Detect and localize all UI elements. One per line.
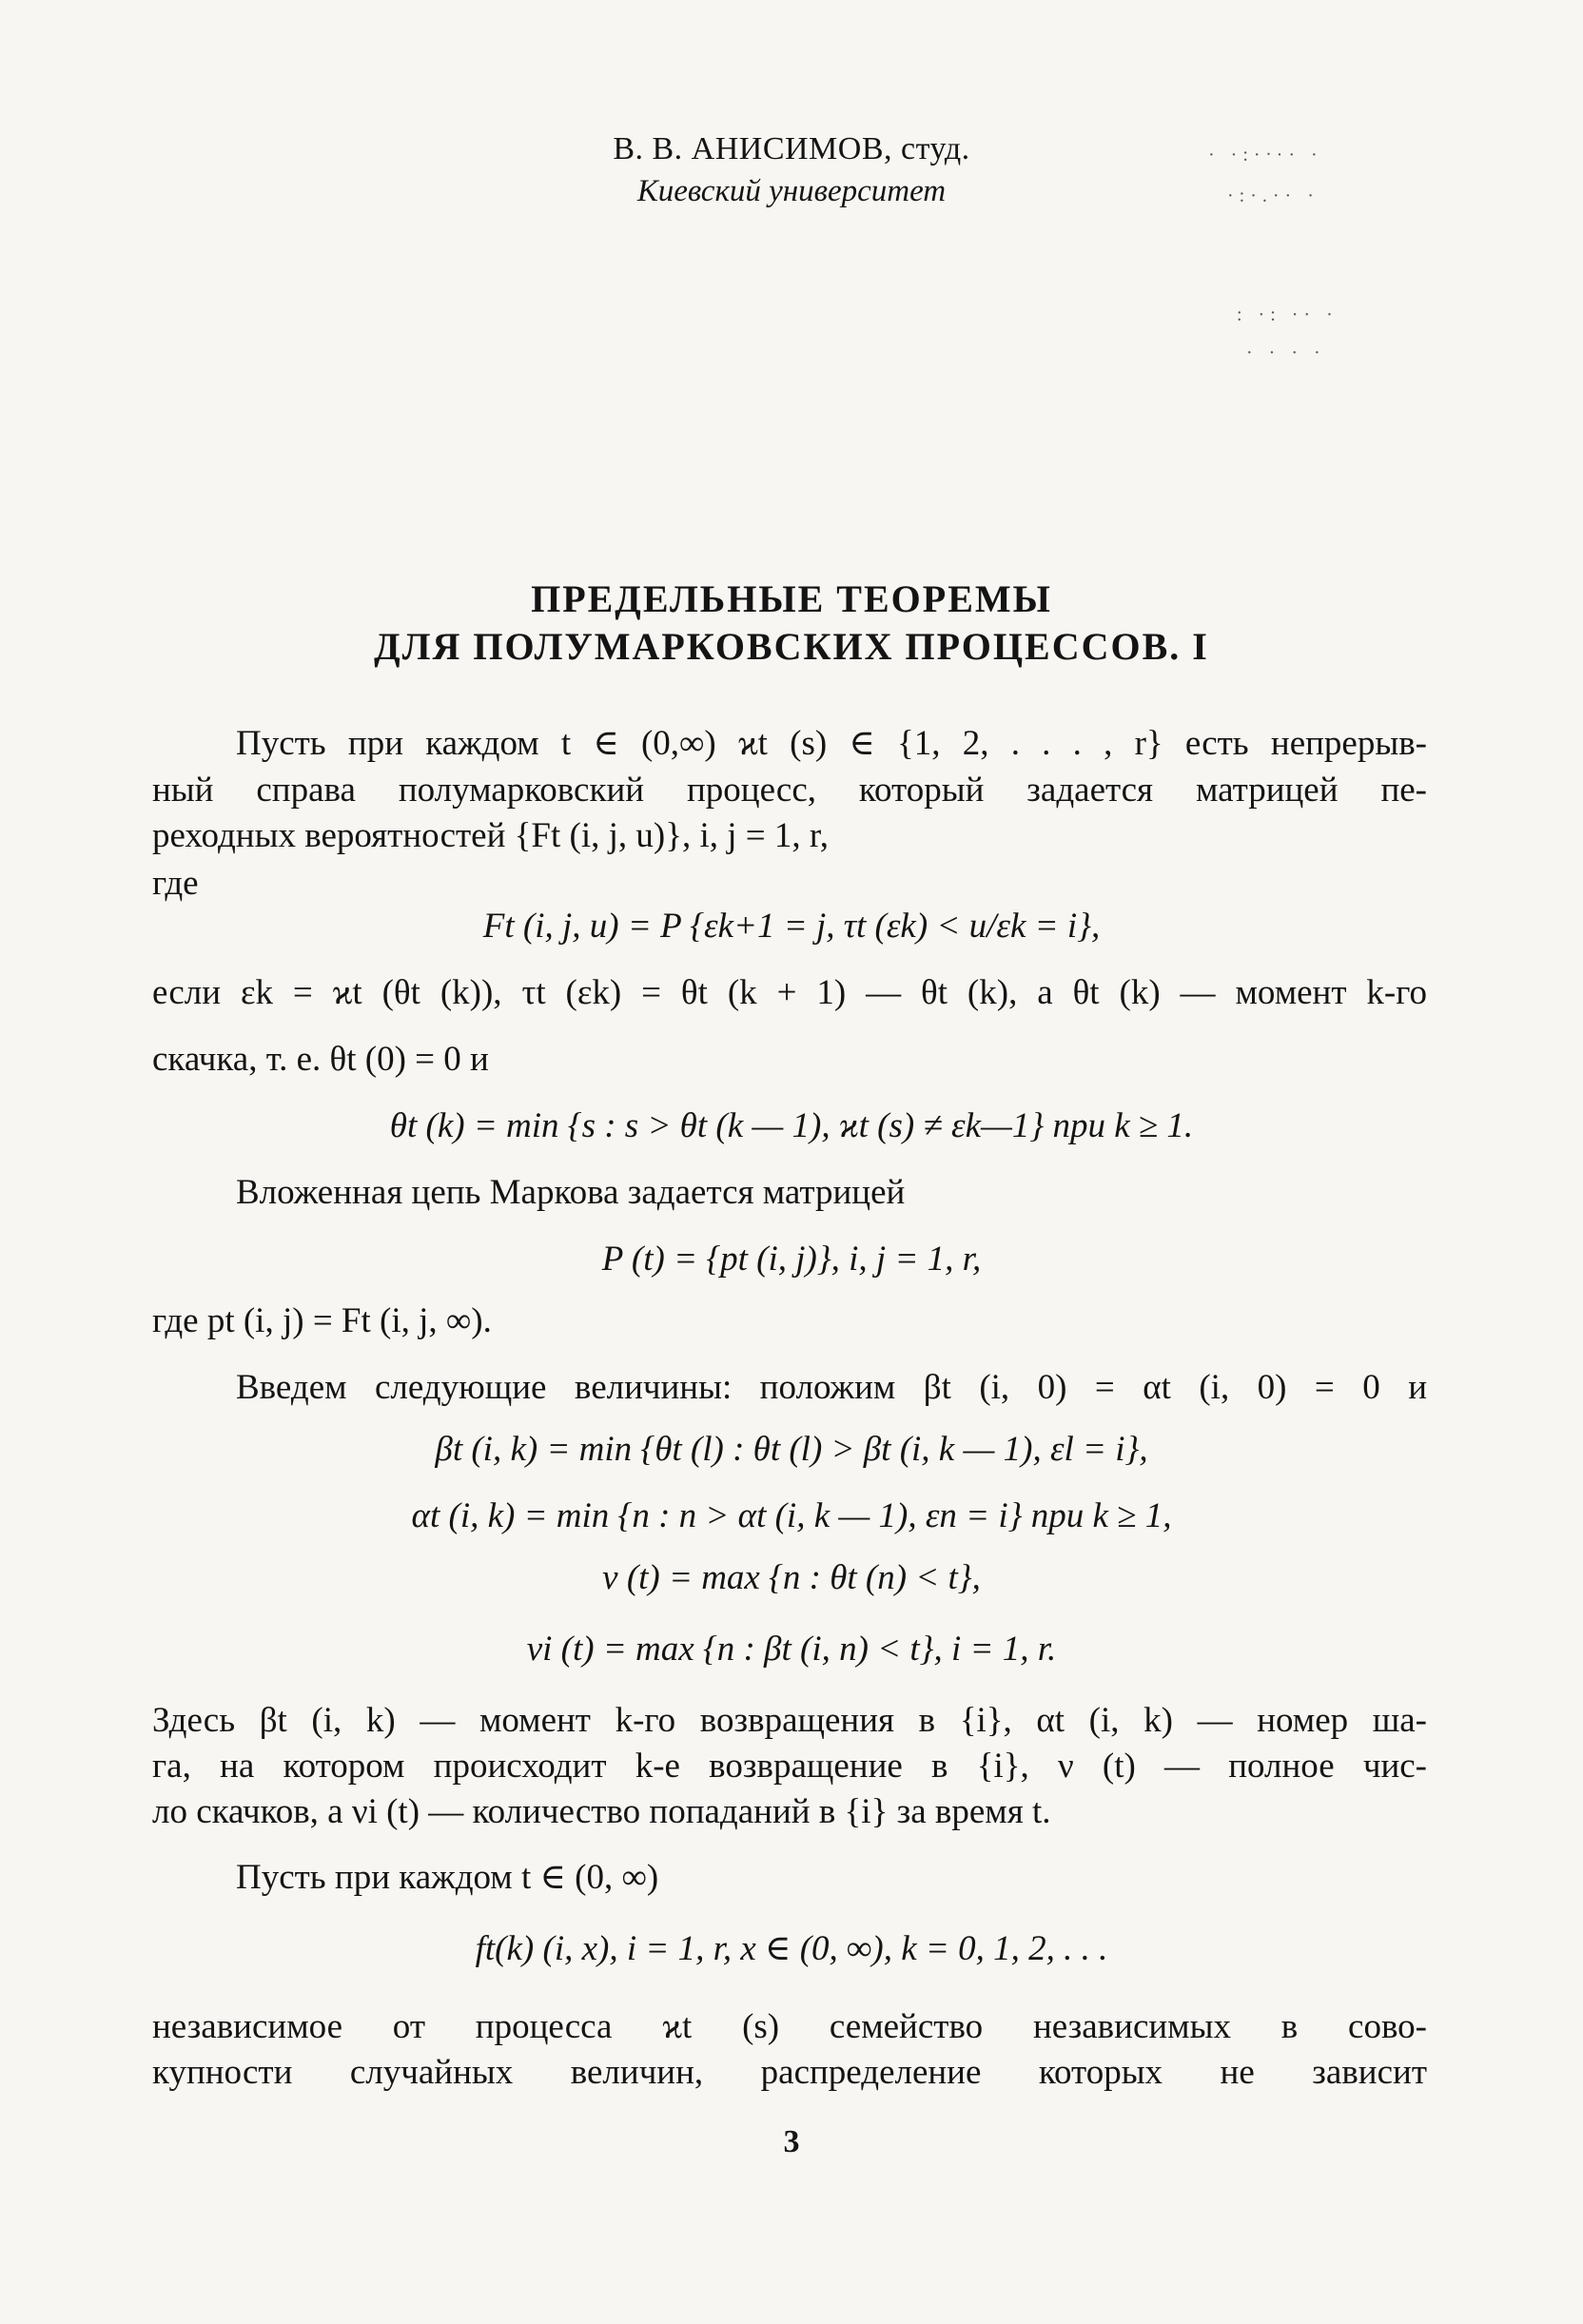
formula: ft(k) (i, x), i = 1, r, x ∈ (0, ∞), k = 0, 1, 2, . . . (475, 1929, 1108, 1968)
paragraph-line: Пусть при каждом t ∈ (0, ∞) (236, 1858, 659, 1897)
formula: Ft (i, j, u) = P {εk+1 = j, τt (εk) < u/εk = i}, (482, 907, 1101, 946)
formula: θt (k) = min {s : s > θt (k — 1), ϰt (s) ≠ εk—1} при k ≥ 1. (389, 1106, 1194, 1145)
author-affiliation: Киевский университет (636, 174, 947, 208)
formula: βt (i, k) = min {θt (l) : θt (l) > βt (i, k — 1), εl = i}, (435, 1430, 1148, 1469)
scan-noise: · ·:·ᐧ·· · (1208, 145, 1323, 166)
paragraph-line: га, на котором происходит k-е возвращение в {i}, ν (t) — полное чис- (152, 1747, 1427, 1786)
paper-title-line-2: ДЛЯ ПОЛУМАРКОВСКИХ ПРОЦЕССОВ. I (374, 625, 1209, 668)
paragraph-line: где pt (i, j) = Ft (i, j, ∞). (152, 1301, 492, 1340)
scan-noise: ·:·.·· · (1227, 186, 1319, 206)
paragraph-line: купности случайных величин, распределение которых не зависит (152, 2053, 1427, 2092)
paragraph-line: реходных вероятностей {Ft (i, j, u)}, i, j = 1, r, (152, 816, 829, 855)
page-number: 3 (783, 2124, 800, 2159)
paragraph-line: Вложенная цепь Маркова задается матрицей (236, 1173, 906, 1212)
author-name: В. В. АНИСИМОВ, студ. (613, 131, 970, 166)
paragraph-line: Здесь βt (i, k) — момент k-го возвращения в {i}, αt (i, k) — номер ша- (152, 1701, 1427, 1740)
scan-noise: · · · · (1246, 342, 1326, 363)
formula: P (t) = {pt (i, j)}, i, j = 1, r, (601, 1240, 982, 1279)
formula: ν (t) = max {n : θt (n) < t}, (602, 1558, 981, 1597)
paragraph-line: независимое от процесса ϰt (s) семейство независимых в сово- (152, 2007, 1427, 2046)
paragraph-line: Пусть при каждом t ∈ (0,∞) ϰt (s) ∈ {1, 2, . . . , r} есть непрерыв- (236, 724, 1427, 763)
paragraph-line: скачка, т. е. θt (0) = 0 и (152, 1040, 489, 1079)
paragraph-line: ный справа полумарковский процесс, который задается матрицей пе- (152, 771, 1427, 810)
paragraph-line: ло скачков, а νi (t) — количество попаданий в {i} за время t. (152, 1792, 1051, 1831)
formula: αt (i, k) = min {n : n > αt (i, k — 1), εn = i} при k ≥ 1, (411, 1496, 1172, 1535)
formula: νi (t) = max {n : βt (i, n) < t}, i = 1, r. (526, 1630, 1057, 1669)
paragraph-line: где (152, 864, 199, 903)
scan-noise: : ·: ·· · (1237, 304, 1339, 325)
paragraph-line: если εk = ϰt (θt (k)), τt (εk) = θt (k + 1) — θt (k), а θt (k) — момент k-го (152, 973, 1427, 1012)
paragraph-line: Введем следующие величины: положим βt (i, 0) = αt (i, 0) = 0 и (236, 1368, 1427, 1407)
paper-title-line-1: ПРЕДЕЛЬНЫЕ ТЕОРЕМЫ (531, 577, 1052, 620)
